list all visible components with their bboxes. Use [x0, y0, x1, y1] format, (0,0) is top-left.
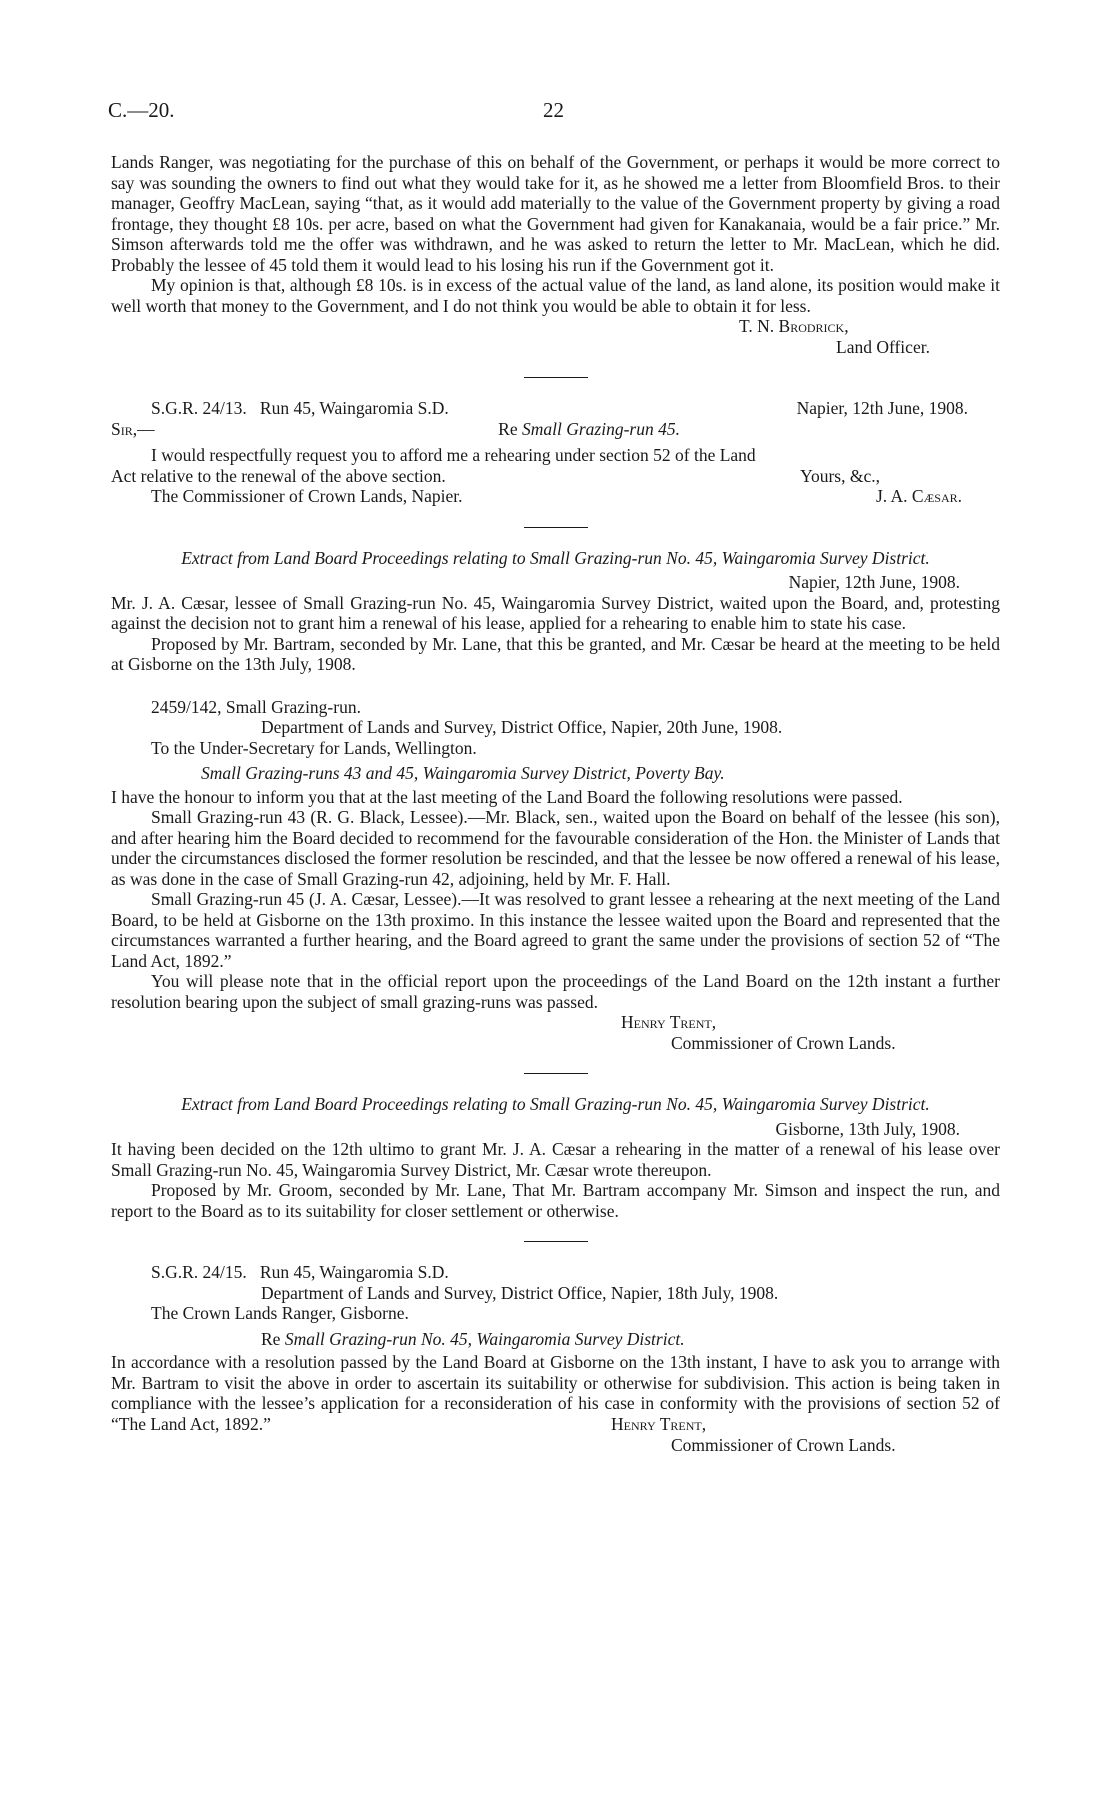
section-divider [524, 377, 588, 378]
addressee: The Commissioner of Crown Lands, Napier. [151, 486, 463, 506]
letter-header-row [111, 398, 1000, 419]
page-header [0, 100, 1114, 126]
section-caesar-letter [111, 398, 1000, 507]
extract-title: Extract from Land Board Proceedings relating to Small Grazing-run No. 45, Waingaromia Survey District. [181, 547, 930, 568]
letter-subject: Re Small Grazing-run 45. [498, 418, 680, 439]
section-divider [524, 527, 588, 528]
signature: J. A. Cæsar. [875, 486, 962, 506]
paragraph: Mr. J. A. Cæsar, lessee of Small Grazing-run No. 45, Waingaromia Survey District, waited upon the Board, and, protesting against the decision not to grant him a renewal of his lease, applied for a rehearing to enable him to state his case. [111, 592, 1000, 633]
letter-body-line: Act relative to the renewal of the above section. [111, 465, 446, 486]
letter-subject: Re Small Grazing-run No. 45, Waingaromia Survey District. [261, 1328, 685, 1349]
letter-body-row [111, 466, 1000, 487]
section-divider [524, 1241, 588, 1242]
signature-title: Commissioner of Crown Lands. [671, 1032, 896, 1053]
signature-name: Henry Trent, [611, 1414, 707, 1434]
section-extract-gisborne [111, 1094, 1000, 1221]
address-row [111, 486, 1000, 507]
page-number: 22 [543, 98, 564, 122]
addressee: To the Under-Secretary for Lands, Wellington. [151, 737, 477, 758]
letter-dept: Department of Lands and Survey, District Office, Napier, 20th June, 1908. [261, 717, 783, 737]
paragraph: My opinion is that, although £8 10s. is in excess of the actual value of the land, as land alone, its position would make it well worth that money to the Government, and I do not think you would be able to obtain it for less. [111, 275, 1000, 316]
closing: Yours, &c., [800, 465, 880, 486]
section-trent-letter-2 [111, 1262, 1000, 1455]
paragraph: Small Grazing-run 45 (J. A. Cæsar, Lessee).—It was resolved to grant lessee a rehearing at the next meeting of the Land Board, to be held at Gisborne on the 13th proximo. In this instance the lessee waited upon the Board and represented that the circumstances warranted a further hearing, and the Board agreed to grant the same under the provisions of section 52 of “The Land Act, 1892.” [111, 889, 1000, 971]
paragraph: Small Grazing-run 43 (R. G. Black, Lessee).—Mr. Black, sen., waited upon the Board on behalf of the lessee (his son), and after hearing him the Board decided to recommend for the favourable consideration of the Hon. the Minister of Lands that under the circumstances disclosed the former resolution be rescinded, and that the lessee be now offered a renewal of his lease, as was done in the case of Small Grazing-run 42, adjoining, held by Mr. F. Hall. [111, 807, 1000, 889]
section-extract-napier [111, 548, 1000, 675]
letter-place-date: Napier, 12th June, 1908. [796, 398, 968, 418]
section-brodrick-letter [111, 152, 1000, 357]
document-reference: C.—20. [108, 98, 175, 122]
paragraph: Proposed by Mr. Bartram, seconded by Mr. Lane, that this be granted, and Mr. Cæsar be heard at the meeting to be held at Gisborne on the 13th July, 1908. [111, 633, 1000, 674]
paragraph: Lands Ranger, was negotiating for the purchase of this on behalf of the Government, or perhaps it would be more correct to say was sounding the owners to find out what they would take for it, as he showed me a letter from Bloomfield Bros. to their manager, Geoffry MacLean, saying “that, as it would add materially to the value of the Government property by giving a road frontage, they thought £8 10s. per acre, based on what the Government had given for Kanakanaia, would be a fair price.” Mr. Simson afterwards told me the offer was withdrawn, and he was asked to return the letter to Mr. MacLean, which he did. Probably the lessee of 45 told them it would lead to his losing his run if the Government got it. [111, 152, 1000, 275]
paragraph: You will please note that in the official report upon the proceedings of the Land Board on the 12th instant a further resolution bearing upon the subject of small grazing-runs was passed. [111, 971, 1000, 1012]
salutation: Sir,— [111, 418, 155, 439]
salutation-row [111, 419, 1000, 440]
paragraph: In accordance with a resolution passed by the Land Board at Gisborne on the 13th instant, I have to ask you to arrange with Mr. Bartram to visit the above in order to ascertain its suitability or otherwise for subdivision. This action is being taken in compliance with the lessee’s application for a reconsideration of his case in conformity with the provisions of section 52 of “The Land Act, 1892.” [111, 1352, 1000, 1434]
letter-ref: S.G.R. 24/13. Run 45, Waingaromia S.D. [151, 398, 449, 418]
letter-subject: Small Grazing-runs 43 and 45, Waingaromia Survey District, Poverty Bay. [201, 763, 725, 783]
letter-ref: S.G.R. 24/15. Run 45, Waingaromia S.D. [151, 1262, 449, 1282]
signature-name: Henry Trent, [621, 1012, 717, 1032]
place-date: Gisborne, 13th July, 1908. [775, 1118, 960, 1139]
signature-title: Commissioner of Crown Lands. [671, 1434, 896, 1455]
section-trent-letter-1 [111, 697, 1000, 1054]
section-divider [524, 1073, 588, 1074]
paragraph: It having been decided on the 12th ultimo to grant Mr. J. A. Cæsar a rehearing in the matter of a renewal of his lease over Small Grazing-run No. 45, Waingaromia Survey District, Mr. Cæsar wrote thereupon. [111, 1139, 1000, 1180]
signature-name: T. N. Brodrick, [739, 316, 849, 336]
letter-body-line: I would respectfully request you to afford me a rehearing under section 52 of the Land [151, 445, 756, 465]
place-date: Napier, 12th June, 1908. [788, 572, 960, 592]
paragraph: I have the honour to inform you that at the last meeting of the Land Board the following resolutions were passed. [111, 786, 903, 807]
letter-dept: Department of Lands and Survey, District Office, Napier, 18th July, 1908. [261, 1282, 779, 1303]
document-body [111, 152, 1000, 1455]
extract-title: Extract from Land Board Proceedings relating to Small Grazing-run No. 45, Waingaromia Survey District. [181, 1094, 930, 1114]
addressee: The Crown Lands Ranger, Gisborne. [151, 1303, 409, 1323]
paragraph: Proposed by Mr. Groom, seconded by Mr. Lane, That Mr. Bartram accompany Mr. Simson and inspect the run, and report to the Board as to its suitability for closer settlement or otherwise. [111, 1180, 1000, 1221]
signature-title: Land Officer. [836, 336, 930, 357]
letter-ref: 2459/142, Small Grazing-run. [151, 696, 361, 717]
